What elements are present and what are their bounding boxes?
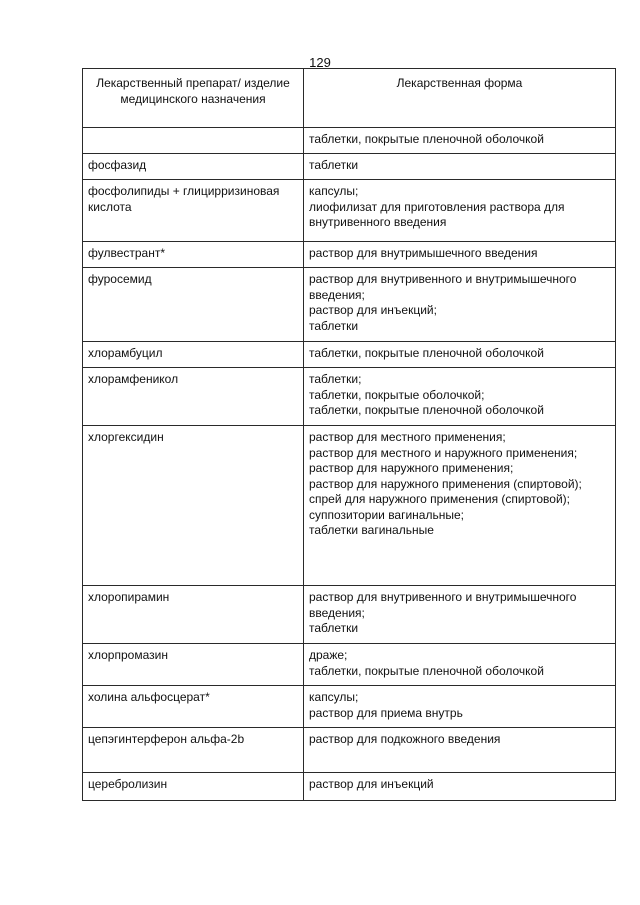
drug-name-cell bbox=[83, 128, 304, 154]
drug-name: церебролизин bbox=[88, 777, 168, 791]
dosage-form-line: капсулы; bbox=[309, 184, 359, 198]
drug-name: хлорпромазин bbox=[88, 648, 168, 662]
drug-name-cell bbox=[83, 242, 304, 268]
drug-name-cell bbox=[83, 154, 304, 180]
drug-name-cell bbox=[83, 426, 304, 586]
dosage-form-cell bbox=[304, 686, 616, 728]
table-row bbox=[83, 368, 616, 426]
dosage-form-line: таблетки вагинальные bbox=[309, 523, 434, 537]
dosage-form-line: раствор для приема внутрь bbox=[309, 705, 463, 720]
dosage-form-line: таблетки bbox=[309, 318, 359, 333]
table-row bbox=[83, 154, 616, 180]
dosage-form-cell bbox=[304, 368, 616, 426]
dosage-form-line: таблетки, покрытые пленочной оболочкой bbox=[309, 403, 544, 417]
drug-name: хлоргексидин bbox=[88, 430, 164, 444]
drug-name: хлоропирамин bbox=[88, 590, 170, 604]
table-row bbox=[83, 686, 616, 728]
drug-name: фулвестрант* bbox=[88, 246, 166, 260]
drug-name-cell bbox=[83, 644, 304, 686]
drug-name-cell bbox=[83, 586, 304, 644]
dosage-form-line: раствор для внутривенного и внутримышечного введения; bbox=[309, 590, 577, 620]
dosage-form-line: суппозитории вагинальные; bbox=[309, 507, 464, 522]
drug-name: фуросемид bbox=[88, 272, 152, 286]
drug-name-cell bbox=[83, 686, 304, 728]
dosage-form-line: раствор для внутримышечного введения bbox=[309, 246, 538, 260]
table-row bbox=[83, 268, 616, 342]
dosage-form-line: таблетки bbox=[309, 158, 359, 172]
drug-name: холина альфосцерат* bbox=[88, 690, 210, 704]
table-row bbox=[83, 242, 616, 268]
drug-name: хлорамфеникол bbox=[88, 372, 179, 386]
dosage-form-line: раствор для инъекций; bbox=[309, 303, 437, 317]
page-number: 129 bbox=[309, 55, 331, 70]
drug-name-cell bbox=[83, 773, 304, 801]
dosage-form-cell bbox=[304, 268, 616, 342]
table-row bbox=[83, 773, 616, 801]
dosage-form-line: таблетки; bbox=[309, 372, 362, 386]
dosage-form-line: таблетки, покрытые пленочной оболочкой bbox=[309, 132, 544, 146]
dosage-form-cell bbox=[304, 180, 616, 242]
table-row bbox=[83, 426, 616, 586]
dosage-form-cell bbox=[304, 773, 616, 801]
dosage-form-line: спрей для наружного применения (спиртовой); bbox=[309, 492, 570, 506]
drug-name: цепэгинтерферон альфа-2b bbox=[88, 732, 245, 746]
dosage-form-line: раствор для подкожного введения bbox=[309, 732, 501, 746]
dosage-form-line: раствор для внутривенного и внутримышечного введения; bbox=[309, 272, 577, 302]
drug-name-cell bbox=[83, 268, 304, 342]
drug-name-cell bbox=[83, 180, 304, 242]
drug-name: фосфазид bbox=[88, 158, 147, 172]
header-drug: Лекарственный препарат/ изделие медицинского назначения bbox=[83, 69, 304, 128]
dosage-form-line: раствор для местного применения; bbox=[309, 430, 506, 444]
dosage-form-cell bbox=[304, 644, 616, 686]
table-row bbox=[83, 128, 616, 154]
table-row bbox=[83, 180, 616, 242]
drug-name: хлорамбуцил bbox=[88, 346, 163, 360]
dosage-form-line: таблетки, покрытые оболочкой; bbox=[309, 387, 485, 402]
header-form: Лекарственная форма bbox=[304, 69, 616, 128]
table-body bbox=[83, 128, 616, 801]
dosage-form-cell bbox=[304, 728, 616, 773]
dosage-form-line: лиофилизат для приготовления раствора для внутривенного введения bbox=[309, 199, 565, 229]
drug-name: фосфолипиды + глицирризиновая кислота bbox=[88, 184, 280, 214]
dosage-form-line: раствор для местного и наружного применения; bbox=[309, 445, 578, 460]
dosage-form-cell bbox=[304, 426, 616, 586]
dosage-form-cell bbox=[304, 128, 616, 154]
table-row bbox=[83, 586, 616, 644]
drug-forms-table bbox=[82, 68, 616, 801]
dosage-form-cell bbox=[304, 154, 616, 180]
table-header-row bbox=[83, 69, 616, 128]
dosage-form-line: раствор для наружного применения; bbox=[309, 461, 514, 475]
dosage-form-cell bbox=[304, 342, 616, 368]
dosage-form-line: раствор для наружного применения (спиртовой); bbox=[309, 476, 582, 491]
dosage-form-line: таблетки, покрытые пленочной оболочкой bbox=[309, 663, 544, 678]
table-row bbox=[83, 342, 616, 368]
table-row bbox=[83, 644, 616, 686]
dosage-form-line: раствор для инъекций bbox=[309, 777, 434, 791]
dosage-form-cell bbox=[304, 242, 616, 268]
dosage-form-line: таблетки bbox=[309, 621, 359, 635]
drug-name-cell bbox=[83, 728, 304, 773]
dosage-form-line: драже; bbox=[309, 648, 348, 662]
dosage-form-cell bbox=[304, 586, 616, 644]
table-row bbox=[83, 728, 616, 773]
drug-name-cell bbox=[83, 368, 304, 426]
dosage-form-line: капсулы; bbox=[309, 690, 359, 704]
dosage-form-line: таблетки, покрытые пленочной оболочкой bbox=[309, 346, 544, 360]
drug-name-cell bbox=[83, 342, 304, 368]
